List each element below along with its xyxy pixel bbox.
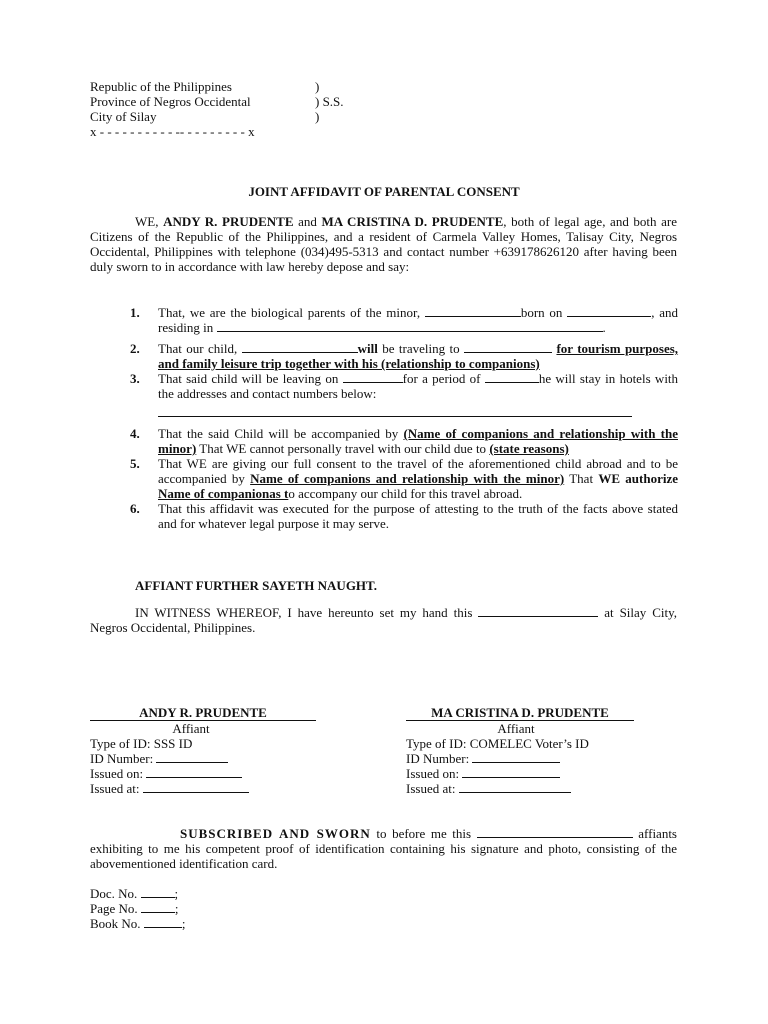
period-blank — [485, 371, 539, 383]
item-5-text: That WE are giving our full consent to the travel of the aforementioned child abroad and to be accompanied by — [158, 456, 678, 486]
numbered-items — [130, 305, 678, 531]
item-5-that: That — [569, 471, 594, 486]
venue-paren-1: ) — [315, 79, 320, 94]
item-2-purpose: for tourism purposes, and family leisure trip together with his (relationship to companions) — [158, 341, 679, 371]
item-2-will: will — [357, 341, 378, 356]
item-5-companions: Name of companions and relationship with the minor) — [250, 471, 565, 486]
subscribed-text: to before me this — [376, 826, 472, 841]
affiant-2-id-number-label: ID Number: — [406, 751, 470, 766]
doc-no-blank — [141, 886, 175, 898]
affiant-1-issued-on-label: Issued on: — [90, 766, 144, 781]
item-1-text: That, we are the biological parents of the minor, — [158, 305, 421, 320]
witness-paragraph — [90, 605, 677, 635]
birth-date-blank — [567, 305, 651, 317]
venue-block — [90, 79, 360, 139]
affiant-2-id-type: Type of ID: COMELEC Voter’s ID — [406, 736, 589, 751]
subscribed-paragraph — [90, 826, 677, 871]
item-3-stay: he will stay in hotels with the addresses and contact numbers below: — [158, 371, 679, 401]
item-4-companions: (Name of companions and relationship with the minor) — [158, 426, 678, 456]
item-number: 1. — [130, 305, 140, 320]
notarial-footer — [90, 886, 185, 931]
intro-we: WE, — [135, 214, 159, 229]
doc-no-label: Doc. No. — [90, 886, 138, 901]
item-6-text: That this affidavit was executed for the purpose of attesting to the truth of the facts above stated and for whatever legal purpose it may serve. — [158, 501, 678, 531]
intro-rest: , both of legal age, and both are Citizens of the Republic of the Philippines, and a resident of Carmela Valley Homes, Talisay City, Negros Occidental, Philippines with telephone (034)495-5313 and contact number +639178626120 after having been duly sworn to in accordance with law hereby depose and say: — [90, 214, 678, 274]
affiant-1-issued-at-label: Issued at: — [90, 781, 140, 796]
affiant-2-issued-at-label: Issued at: — [406, 781, 456, 796]
item-5-authorize: WE authorize — [598, 471, 679, 486]
affiant-2-issued-on-blank — [462, 766, 560, 778]
item-1-residing: and residing in — [158, 305, 678, 335]
witness-place: at Silay City, Negros Occidental, Philippines. — [90, 605, 678, 635]
item-4-text: That the said Child will be accompanied by — [158, 426, 399, 441]
affiant-1-issued-at-blank — [143, 781, 249, 793]
item-1-comma: , — [651, 305, 655, 320]
affiant-2-id-number-blank — [472, 751, 560, 763]
list-item — [130, 371, 678, 420]
affiant-1-id-number-blank — [156, 751, 228, 763]
item-number: 2. — [130, 341, 140, 356]
venue-paren-2: ) S.S. — [315, 94, 344, 109]
list-item — [130, 341, 678, 371]
item-number: 3. — [130, 371, 140, 386]
item-1-period: . — [602, 320, 606, 335]
item-2-traveling: be traveling to — [382, 341, 460, 356]
affiant-2-issued-at-blank — [459, 781, 571, 793]
affiant-1-issued-on-blank — [146, 766, 242, 778]
item-number: 4. — [130, 426, 140, 441]
venue-line-1: Republic of the Philippines — [90, 79, 232, 94]
item-3-text: That said child will be leaving on — [158, 371, 339, 386]
item-5-rest: o accompany our child for this travel abroad. — [288, 486, 523, 501]
item-4-reason-text: That WE cannot personally travel with our child due to — [199, 441, 487, 456]
minor-name-blank — [425, 305, 521, 317]
document-title: JOINT AFFIDAVIT OF PARENTAL CONSENT — [248, 184, 520, 199]
page-no-blank — [141, 901, 175, 913]
mother-name: MA CRISTINA D. PRUDENTE — [321, 214, 504, 229]
departure-date-blank — [343, 371, 403, 383]
subscribed-date-blank — [477, 826, 633, 838]
child-name-blank — [242, 341, 358, 353]
hotels-blank — [158, 405, 632, 417]
residence-blank — [217, 320, 603, 332]
affiant-2-issued-on-label: Issued on: — [406, 766, 460, 781]
doc-no-end: ; — [174, 886, 179, 901]
item-number: 5. — [130, 456, 140, 471]
affiant-2-name: MA CRISTINA D. PRUDENTE — [406, 705, 634, 721]
book-no-end: ; — [181, 916, 186, 931]
venue-line-3: City of Silay — [90, 109, 157, 124]
affiant-2-block — [406, 705, 634, 796]
venue-paren-3: ) — [315, 109, 320, 124]
venue-line-2: Province of Negros Occidental — [90, 94, 251, 109]
subscribed-heading: SUBSCRIBED AND SWORN — [180, 826, 371, 841]
father-name: ANDY R. PRUDENTE — [163, 214, 294, 229]
affiant-1-role: Affiant — [172, 721, 210, 736]
list-item — [130, 501, 678, 531]
venue-separator: x - - - - - - - - - - -- - - - - - - - - x — [90, 124, 255, 139]
item-1-born: born on — [520, 305, 563, 320]
subscribed-rest: affiants exhibiting to me his competent proof of identification containing his signature and photo, consisting of the abovementioned identification card. — [90, 826, 677, 871]
item-number: 6. — [130, 501, 140, 516]
destination-blank — [464, 341, 552, 353]
page-no-label: Page No. — [90, 901, 138, 916]
affiant-1-name: ANDY R. PRUDENTE — [90, 705, 316, 721]
list-item — [130, 426, 678, 456]
item-3-period: for a period of — [402, 371, 481, 386]
intro-paragraph — [90, 214, 677, 274]
intro-and: and — [298, 214, 317, 229]
witness-date-blank — [478, 605, 598, 617]
book-no-blank — [144, 916, 182, 928]
affiant-1-id-type: Type of ID: SSS ID — [90, 736, 193, 751]
affiant-1-id-number-label: ID Number: — [90, 751, 154, 766]
item-5-companion-name: Name of companionas t — [158, 486, 289, 501]
list-item — [130, 456, 678, 501]
affiant-2-role: Affiant — [497, 721, 535, 736]
further-sayeth: AFFIANT FURTHER SAYETH NAUGHT. — [135, 578, 378, 593]
witness-text: IN WITNESS WHEREOF, I have hereunto set my hand this — [135, 605, 473, 620]
item-4-reasons: (state reasons) — [489, 441, 569, 456]
list-item — [130, 305, 678, 335]
book-no-label: Book No. — [90, 916, 141, 931]
affiant-1-block — [90, 705, 316, 796]
item-2-text: That our child, — [158, 341, 238, 356]
page-no-end: ; — [174, 901, 179, 916]
